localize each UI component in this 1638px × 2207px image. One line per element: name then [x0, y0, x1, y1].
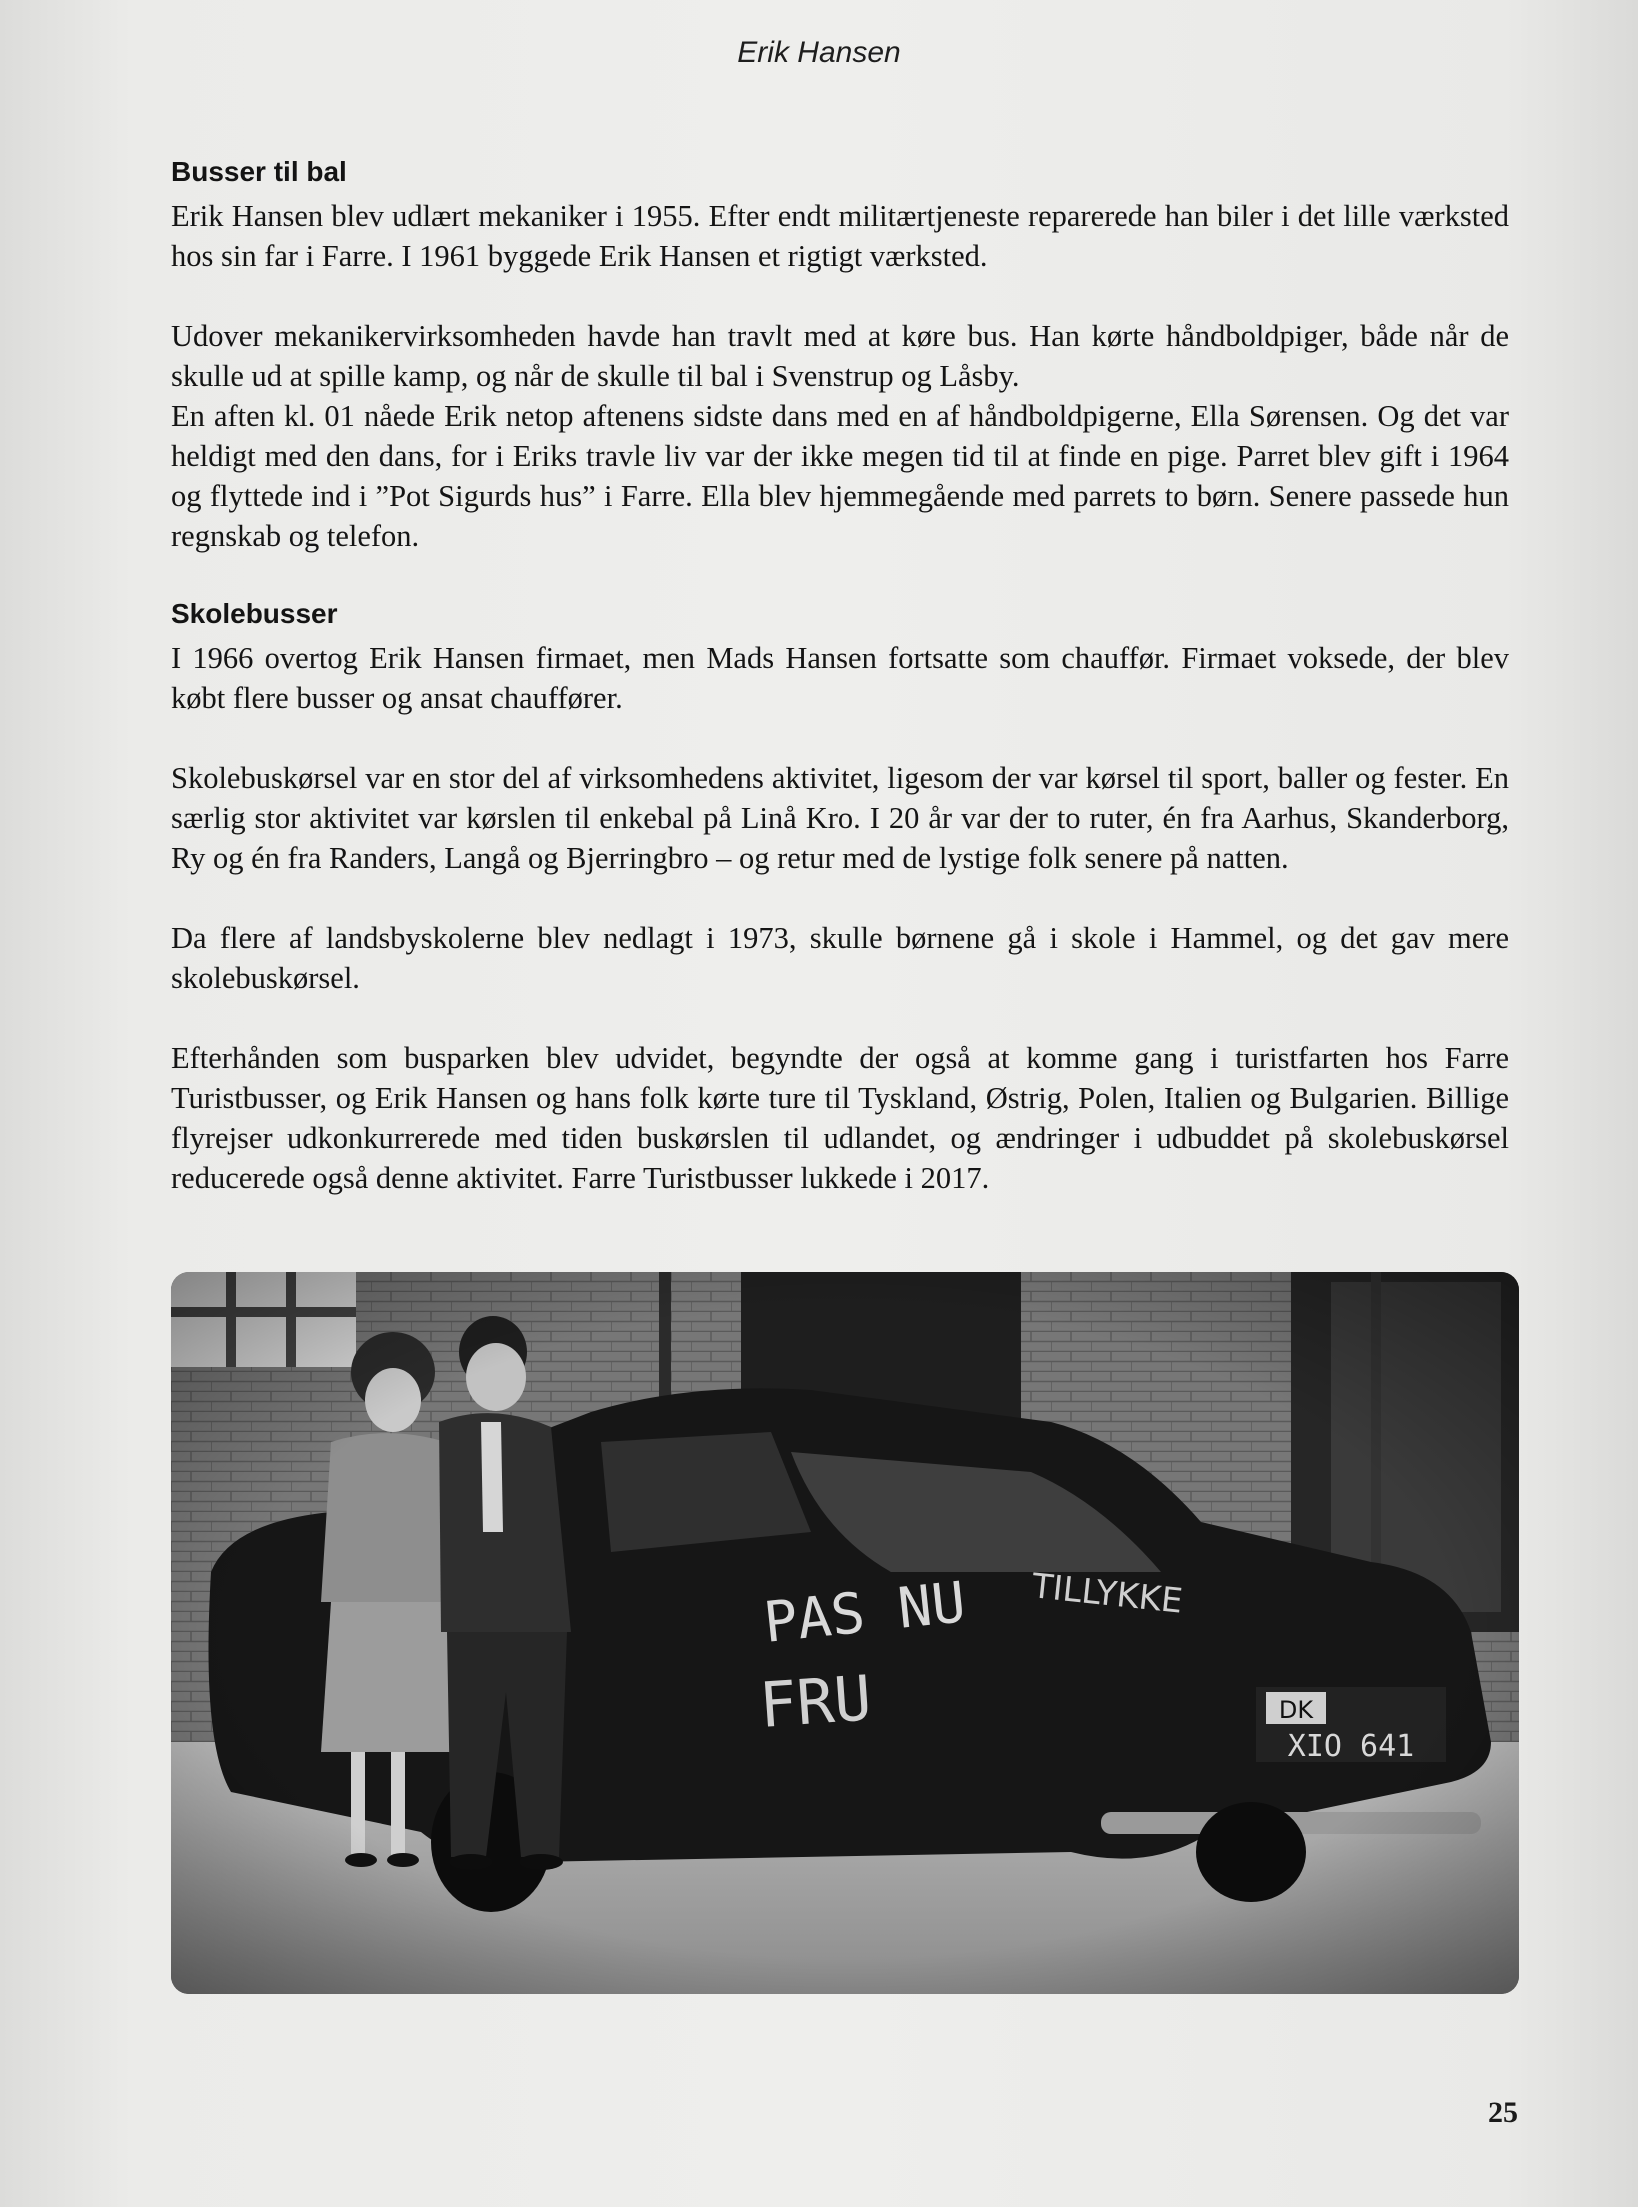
- section-heading: Skolebusser: [171, 598, 338, 629]
- photo-illustration: [171, 1272, 1519, 1994]
- running-header: Erik Hansen: [737, 36, 901, 69]
- paragraph: En aften kl. 01 nåede Erik netop aftenens sidste dans med en af håndboldpigerne, Ella Sørensen. Og det var heldigt med den dans, for i Eriks travle liv var der ikke megen tid til at finde en pige. Parret blev gift i 1964 og flyttede ind i ”Pot Sigurds hus” i Farre. Ella blev hjemmegående med parrets to børn. Senere passede hun regnskab og telefon.: [171, 399, 1509, 553]
- paragraph: Erik Hansen blev udlært mekaniker i 1955. Efter endt militærtjeneste reparerede han biler i det lille værksted hos sin far i Farre. I 1961 byggede Erik Hansen et rigtigt værksted.: [171, 199, 1509, 273]
- section-heading: Busser til bal: [171, 156, 347, 187]
- photograph-couple-with-car: [171, 1272, 1519, 1994]
- article-body: [171, 154, 1509, 1198]
- paragraph: I 1966 overtog Erik Hansen firmaet, men Mads Hansen fortsatte som chauffør. Firmaet voksede, der blev købt flere busser og ansat chauffører.: [171, 641, 1509, 715]
- paragraph: Udover mekanikervirksomheden havde han travlt med at køre bus. Han kørte håndboldpiger, både når de skulle ud at spille kamp, og når de skulle til bal i Svenstrup og Låsby.: [171, 319, 1509, 393]
- paragraph: Efterhånden som busparken blev udvidet, begyndte der også at komme gang i turistfarten hos Farre Turistbusser, og Erik Hansen og hans folk kørte ture til Tyskland, Østrig, Polen, Italien og Bulgarien. Billige flyrejser udkonkurrerede med tiden buskørslen til udlandet, og ændringer i udbuddet på skolebuskørsel reducerede også denne aktivitet. Farre Turistbusser lukkede i 2017.: [171, 1041, 1509, 1195]
- page-number: 25: [1488, 2096, 1518, 2129]
- paragraph: Da flere af landsbyskolerne blev nedlagt i 1973, skulle børnene gå i skole i Hammel, og det gav mere skolebuskørsel.: [171, 921, 1509, 995]
- paragraph: Skolebuskørsel var en stor del af virksomhedens aktivitet, ligesom der var kørsel til sport, baller og fester. En særlig stor aktivitet var kørslen til enkebal på Linå Kro. I 20 år var der to ruter, én fra Aarhus, Skanderborg, Ry og én fra Randers, Langå og Bjerringbro – og retur med de lystige folk senere på natten.: [171, 761, 1509, 875]
